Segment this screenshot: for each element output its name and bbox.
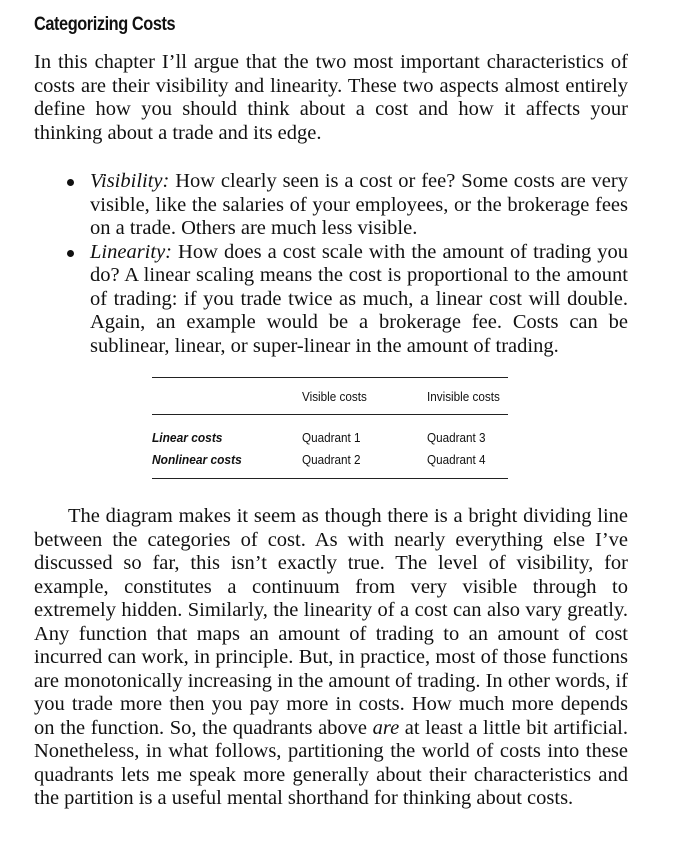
table-header-row	[152, 378, 508, 415]
row-label: Nonlinear costs	[152, 452, 242, 467]
row-label-cell	[152, 415, 302, 448]
cell-invisible	[427, 447, 508, 479]
bullet-text: How does a cost scale with the amount of trading you do? A linear scaling means the cost is proportional to the amount of trading: if you trade twice as much, a linear cost will double. Again, an example would be a brokerage fee. Costs can be sublinear, linear, or super-linear in the amount of trading.	[90, 240, 628, 357]
column-header-invisible-label: Invisible costs	[427, 388, 500, 404]
bullet-dot-icon	[67, 250, 74, 257]
bullet-text: How clearly seen is a cost or fee? Some costs are very visible, like the salaries of your employees, or the brokerage fees on a trade. Others are much less visible.	[90, 170, 628, 239]
closing-text-end: at least a little bit artificial. Nonetheless, in what follows, partitioning the world of costs into these quadrants lets me speak more generally about their characteristics and the partition is a useful mental shorthand for thinking about costs.	[34, 716, 629, 809]
cell-visible	[302, 447, 427, 479]
cell-invisible	[427, 415, 508, 448]
bullet-list	[90, 170, 628, 358]
section-heading: Categorizing Costs	[34, 14, 176, 35]
table-row	[152, 447, 508, 479]
closing-text-start: The diagram makes it seem as though there is a bright dividing line between the categories of cost. As with nearly everything else I’ve discussed so far, this isn’t exactly true. The level of visibility, for example, constitutes a continuum from very visible through to extremely hidden. Similarly, the linearity of a cost can also vary greatly. Any function that maps an amount of trading to an amount of cost incurred can work, in principle. But, in practice, most of those functions are monotonically increasing in the amount of trading. In other words, if you trade more then you pay more in costs. How much more depends on the function. So, the quadrants above	[34, 505, 628, 739]
bullet-dot-icon	[67, 179, 74, 186]
bullet-term: Linearity:	[90, 240, 172, 263]
row-label: Linear costs	[152, 429, 223, 445]
cost-quadrant-table	[152, 377, 508, 479]
table-row	[152, 415, 508, 448]
closing-emphasis: are	[372, 716, 400, 739]
cell-visible-value: Quadrant 1	[302, 429, 361, 445]
column-header-visible-label: Visible costs	[302, 388, 367, 404]
column-header-invisible	[427, 378, 508, 415]
column-header-visible	[302, 378, 427, 415]
bullet-item-linearity	[90, 241, 628, 359]
closing-paragraph	[34, 505, 628, 811]
quadrant-table	[152, 377, 508, 479]
row-label-cell	[152, 447, 302, 479]
bullet-item-visibility	[90, 170, 628, 241]
bullet-term: Visibility:	[90, 170, 170, 192]
cell-invisible-value: Quadrant 4	[427, 452, 486, 467]
cell-visible-value: Quadrant 2	[302, 452, 361, 467]
intro-paragraph: In this chapter I’ll argue that the two most important characteristics of costs are their visibility and linearity. These two aspects almost entirely define how you should think about a cost and how it affects your thinking about a trade and its edge.	[34, 51, 628, 144]
column-header-empty	[152, 378, 302, 415]
cell-visible	[302, 415, 427, 448]
cell-invisible-value: Quadrant 3	[427, 429, 486, 445]
